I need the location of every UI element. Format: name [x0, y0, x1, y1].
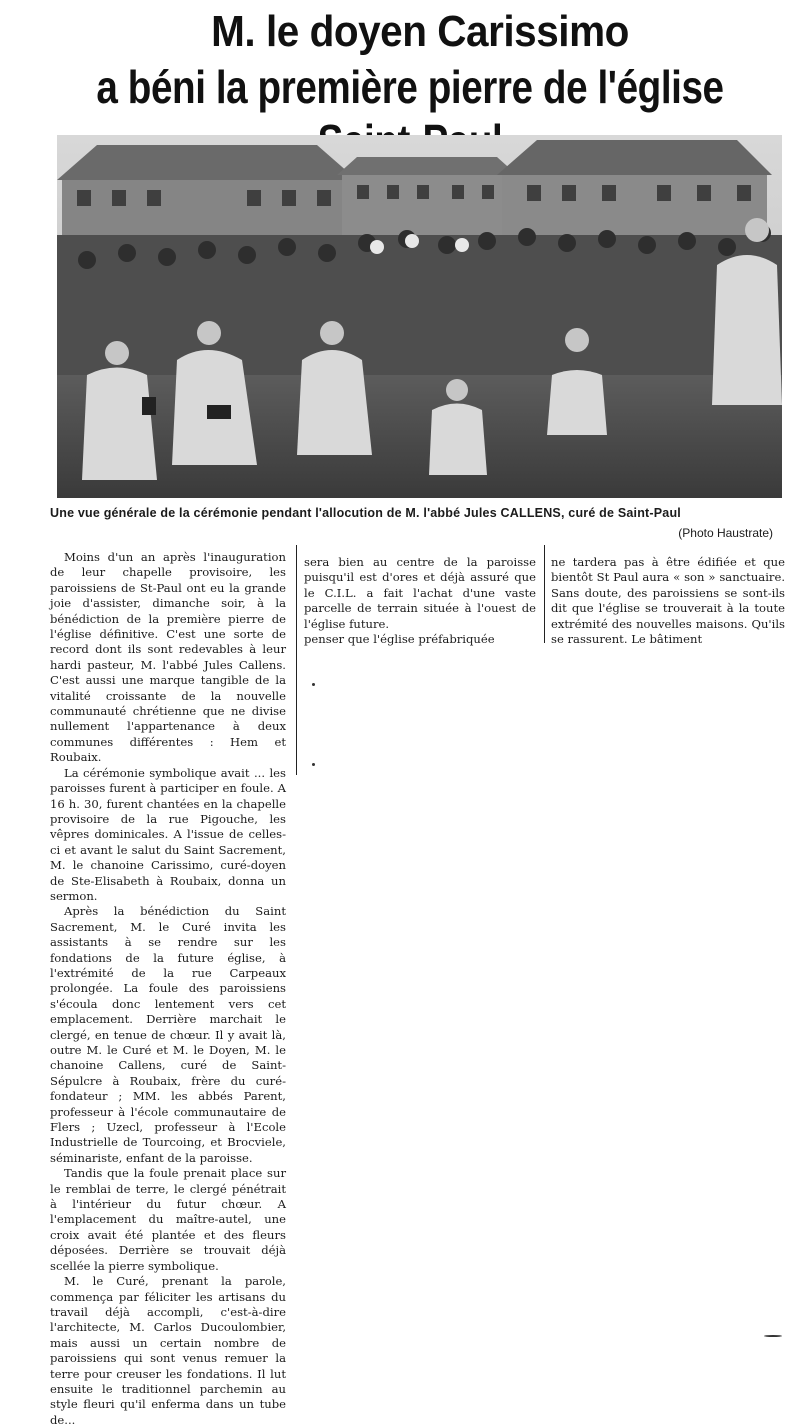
article-column-3: [551, 555, 785, 647]
article-column-2: [304, 555, 536, 647]
photo-caption: Une vue générale de la cérémonie pendant l'allocution de M. l'abbé Jules CALLENS, curé de Saint-Paul: [50, 506, 681, 520]
headline-line-2: a béni la première pierre de l'église: [96, 61, 724, 113]
column-rule: [544, 545, 545, 643]
ceremony-photo: [57, 135, 782, 498]
article-column-1: [50, 550, 286, 1428]
paragraph: penser que l'église préfabriquée: [304, 632, 495, 647]
photo-credit: (Photo Haustrate): [678, 526, 773, 540]
paragraph: Moins d'un an après l'inauguration de leur chapelle provisoire, les paroissiens de St-Paul ont eu la grande joie d'assister, dimanche soir, à la bénédiction de la première pierre de l'église définitive. C'est une sorte de record dont ils sont redevables à leur hardi pasteur, M. l'abbé Jules Callens. C'est aussi une marque tangible de la vitalité croissante de la nouvelle communauté chrétienne que ne divise nullement l'appartenance à deux communes différentes : Hem et Roubaix.: [50, 550, 286, 765]
print-speck: [312, 683, 315, 686]
paragraph: Tandis que la foule prenait place sur le remblai de terre, le clergé pénétrait à l'intérieur du futur chœur. A l'emplacement du maître-autel, une croix avait été plantée et des fleurs déposées. Derrière se trouvait déjà scellée la pierre symbolique.: [50, 1166, 286, 1273]
paragraph: sera bien au centre de la paroisse puisqu'il est d'ores et déjà assuré que le C.I.L. a fait l'achat d'une vaste parcelle de terrain située à l'ouest de l'église future.: [304, 555, 536, 631]
paragraph: Après la bénédiction du Saint Sacrement, M. le Curé invita les assistants à se rendre sur les fondations de la future église, à l'extrémité de la rue Carpeaux prolongée. La foule des paroissiens s'écoula donc lentement vers cet emplacement. Derrière marchait le clergé, en tenue de chœur. Il y avait là, outre M. le Curé et M. le Doyen, M. le chanoine Callens, curé de Saint-Sépulcre à Roubaix, frère du curé-fondateur ; MM. les abbés Parent, professeur à l'école communautaire de Flers ; Uzecl, professeur à l'Ecole Industrielle de Tourcoing, et Brocviele, séminariste, enfant de la paroisse.: [50, 904, 286, 1165]
paragraph: M. le Curé, prenant la parole, commença par féliciter les artisans du travail déjà accompli, c'est-à-dire l'architecte, M. Carlos Ducoulombier, mais aussi un certain nombre de paroissiens qui sont venus remuer la terre pour creuser les fondations. Il lut ensuite le traditionnel parchemin au style fleuri qu'il enferma dans un tube de...: [50, 1274, 286, 1427]
print-speck: [764, 1335, 782, 1337]
paragraph: ne tardera pas à être édifiée et que bientôt St Paul aura « son » sanctuaire. Sans doute, des paroissiens se sont-ils dit que l'église se trouverait à la toute extrémité des nouvelles maisons. Qu'ils se rassurent. Le bâtiment: [551, 555, 785, 647]
ceremony-photo-illustration: [57, 135, 782, 498]
print-speck: [312, 763, 315, 766]
headline-line-1: M. le doyen Carissimo: [211, 7, 629, 56]
paragraph: La cérémonie symbolique avait ... les paroisses furent à participer en foule. A 16 h. 30, furent chantées en la chapelle provisoire de la rue Pigouche, les vêpres dominicales. A l'issue de celles-ci et avant le salut du Saint Sacrement, M. le chanoine Carissimo, curé-doyen de Ste-Elisabeth à Roubaix, donna un sermon.: [50, 765, 286, 903]
column-rule: [296, 545, 297, 775]
